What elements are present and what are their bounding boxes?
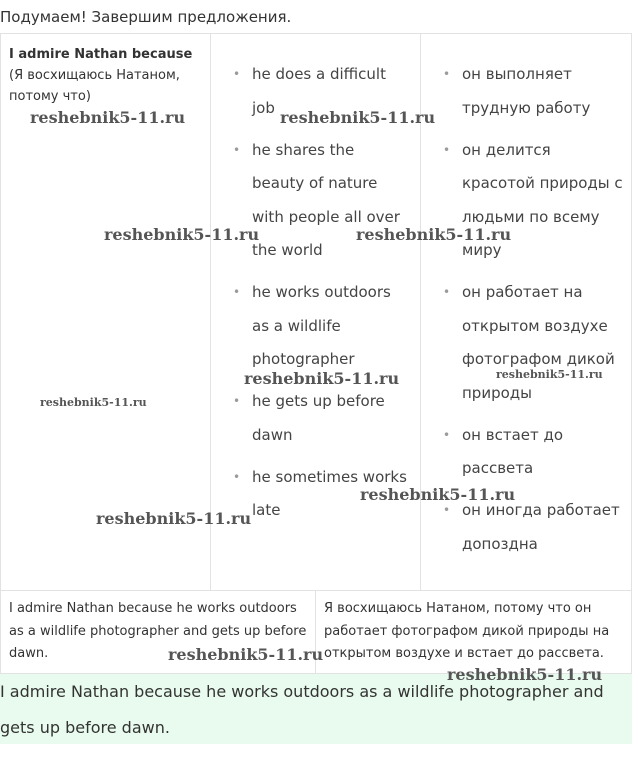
bullet-icon: •	[443, 285, 451, 299]
watermark: reshebnik5-11.ru	[96, 509, 252, 528]
summary-english: I admire Nathan because he works outdoors as a wildlife photographer and gets up before dawn.	[1, 591, 316, 673]
bullet-icon: •	[443, 67, 451, 81]
watermark: reshebnik5-11.ru	[30, 108, 186, 127]
bullet-icon: •	[233, 142, 241, 157]
bullet-icon: •	[443, 503, 451, 517]
watermark: reshebnik5-11.ru	[40, 396, 147, 409]
english-list	[211, 58, 411, 536]
watermark: reshebnik5-11.ru	[496, 368, 603, 381]
list-item: • он выполняет трудную работу	[421, 58, 626, 125]
list-item: • он встает до рассвета	[421, 419, 626, 486]
table-column-russian	[421, 34, 632, 590]
watermark: reshebnik5-11.ru	[360, 485, 516, 504]
list-item: • he does a difficult job	[211, 58, 411, 125]
prompt-translation: (Я восхищаюсь Натаном, потому что)	[9, 68, 180, 104]
answer-block: I admire Nathan because he works outdoors as a wildlife photographer and gets up before dawn.	[0, 674, 632, 744]
intro-text: Подумаем! Завершим предложения.	[0, 8, 292, 26]
list-item: • he shares the beauty of nature with people all over the world	[211, 134, 411, 268]
bullet-icon: •	[233, 469, 241, 484]
summary-russian: Я восхищаюсь Натаном, потому что он работает фотографом дикой природы на открытом воздухе и встает до рассвета.	[324, 601, 610, 661]
bullet-icon: •	[443, 427, 451, 442]
bullet-icon: •	[233, 285, 241, 299]
watermark: reshebnik5-11.ru	[356, 225, 512, 244]
list-item: • он иногда работает допоздна	[421, 494, 626, 561]
bullet-icon: •	[233, 67, 241, 81]
list-item: • he works outdoors as a wildlife photographer	[211, 276, 411, 377]
bullet-icon: •	[233, 394, 241, 408]
list-item: • он работает на открытом воздухе фотографом дикой природы	[421, 276, 626, 410]
watermark: reshebnik5-11.ru	[447, 665, 603, 684]
watermark: reshebnik5-11.ru	[168, 645, 324, 664]
prompt-text	[9, 44, 205, 107]
list-item: • he gets up before dawn	[211, 385, 411, 452]
prompt-bold: I admire Nathan because	[9, 47, 193, 62]
watermark: reshebnik5-11.ru	[104, 225, 260, 244]
bullet-icon: •	[443, 142, 451, 157]
watermark: reshebnik5-11.ru	[244, 369, 400, 388]
list-item: • he sometimes works late	[211, 461, 411, 528]
watermark: reshebnik5-11.ru	[280, 108, 436, 127]
list-item: • он делится красотой природы с людьми по всему миру	[421, 134, 626, 268]
